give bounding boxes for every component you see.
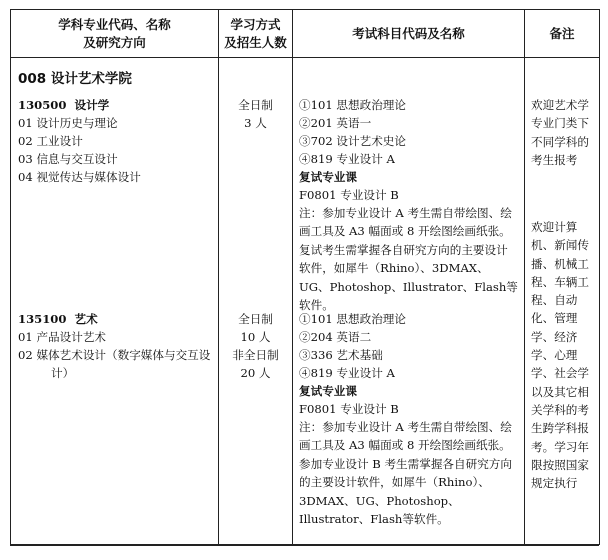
exam-subject: ③702 设计艺术史论 xyxy=(299,134,406,148)
college-name: 008 设计艺术学院 xyxy=(18,71,132,87)
header-exam-subjects: 考试科目代码及名称 xyxy=(293,10,525,58)
remark-first: 欢迎艺术学专业门类下不同学科的考生报考 xyxy=(531,98,589,167)
direction-item: 02 工业设计 xyxy=(18,134,83,148)
major-title xyxy=(18,96,109,114)
direction-item: 01 产品设计艺术 xyxy=(18,330,107,344)
exam-subject: ③336 艺术基础 xyxy=(299,348,383,362)
enrollment-count: 10 人 xyxy=(240,330,271,344)
retest-note: 注：参加专业设计 A 考生需自带绘图、绘画工具及 A3 幅面或 8 开绘图绘画纸张。参加专业设计 B 考生需掌握各自研究方向的主要设计软件，如犀牛（Rhino）、3DMAX、UG、Photoshop、Illustrator、Flash等软件。 xyxy=(299,420,512,527)
direction-item: 计） xyxy=(51,366,75,380)
header-discipline-line2: 及研究方向 xyxy=(83,34,146,50)
major-code: 135100 xyxy=(18,312,67,326)
exam-subject: ④819 专业设计 A xyxy=(299,152,395,166)
header-study-mode-line2: 及招生人数 xyxy=(224,34,287,50)
study-mode: 全日制 xyxy=(238,98,273,112)
header-study-mode-line1: 学习方式 xyxy=(230,16,281,32)
bottom-rule xyxy=(10,545,599,546)
enrollment-count: 20 人 xyxy=(240,366,271,380)
exam-subject: ②201 英语一 xyxy=(299,116,372,130)
remark-second: 欢迎计算机、新闻传播、机械工程、车辆工程、自动化、管理学、经济学、心理学、社会学以及其它相关学科的考生跨学科报考。学习年限按照国家规定执行 xyxy=(531,220,589,491)
direction-item: 01 设计历史与理论 xyxy=(18,116,118,130)
exam-subjects-cell xyxy=(293,58,525,545)
direction-item: 03 信息与交互设计 xyxy=(18,152,118,166)
direction-item: 04 视觉传达与媒体设计 xyxy=(18,170,141,184)
discipline-cell xyxy=(11,58,219,545)
retest-title: 复试专业课 xyxy=(299,170,357,184)
exam-subject: ①101 思想政治理论 xyxy=(299,312,406,326)
retest-course: F0801 专业设计 B xyxy=(299,402,399,416)
major-name: 艺术 xyxy=(74,312,98,326)
exam-subject: ①101 思想政治理论 xyxy=(299,98,406,112)
direction-item: 02 媒体艺术设计（数字媒体与交互设 xyxy=(18,348,211,362)
study-mode-cell xyxy=(219,58,293,545)
header-study-mode xyxy=(219,10,293,58)
retest-note: 注：参加专业设计 A 考生需自带绘图、绘画工具及 A3 幅面或 8 开绘图绘画纸张。复试考生需掌握各自研究方向的主要设计软件，如犀牛（Rhino）、3DMAX、UG、Photoshop、Illustrator、Flash等软件。 xyxy=(299,206,518,313)
exam-subject: ④819 专业设计 A xyxy=(299,366,395,380)
major-name: 设计学 xyxy=(74,98,110,112)
admissions-table xyxy=(10,9,600,545)
header-remarks: 备注 xyxy=(525,10,600,58)
retest-title: 复试专业课 xyxy=(299,384,357,398)
remarks-cell xyxy=(525,58,600,545)
header-discipline-line1: 学科专业代码、名称 xyxy=(58,16,171,32)
retest-course: F0801 专业设计 B xyxy=(299,188,399,202)
study-mode: 非全日制 xyxy=(232,348,279,362)
major-code: 130500 xyxy=(18,98,67,112)
body-row xyxy=(11,58,600,545)
enrollment-count: 3 人 xyxy=(244,116,267,130)
exam-subject: ②204 英语二 xyxy=(299,330,372,344)
header-row xyxy=(11,10,600,58)
major-title xyxy=(18,310,98,328)
study-mode: 全日制 xyxy=(238,312,273,326)
header-discipline xyxy=(11,10,219,58)
